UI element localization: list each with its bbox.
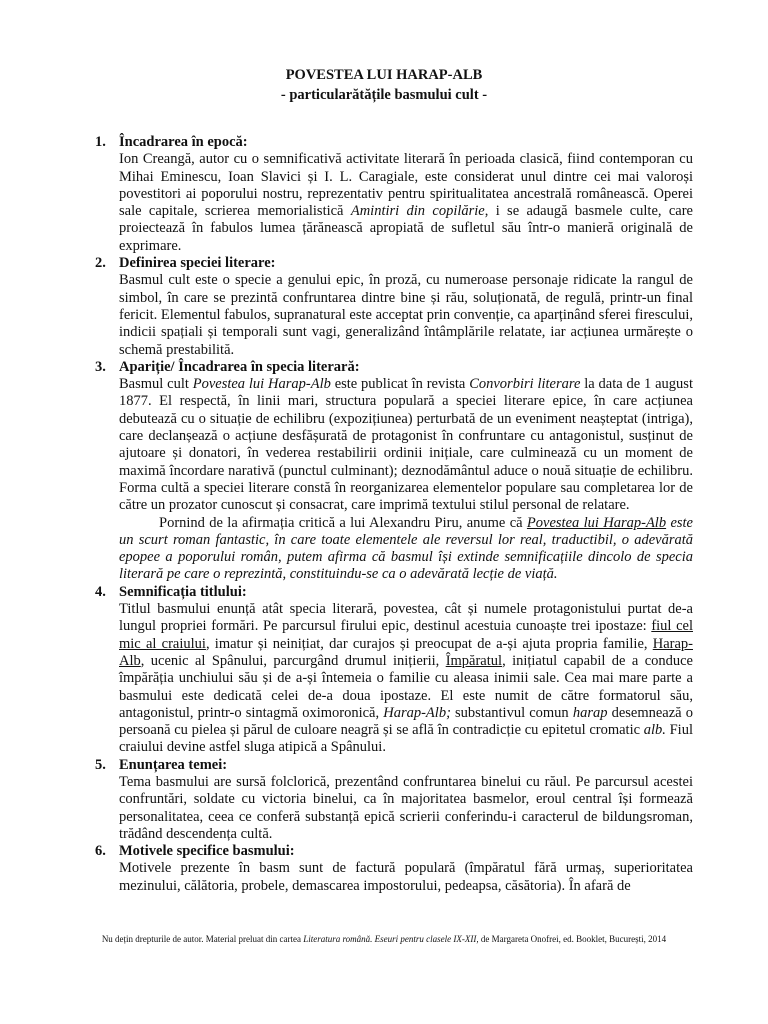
section-3 <box>95 359 693 584</box>
document-subtitle: - particularătățile basmului cult - <box>280 87 488 103</box>
section-paragraph-quote: Pornind de la afirmația critică a lui Alexandru Piru, anume că Povestea lui Harap-Alb este un scurt roman fantastic, în care toate elementele ale reversul lor real, traductibil, o adevărată epopee a poporului român, putem afirma că basmul își extinde semnificațiile dincolo de specia literară pe care o reprezintă, constituindu-se ca o adevărată lecție de viață. <box>119 514 693 583</box>
section-number: 1. <box>95 134 106 150</box>
section-2 <box>95 255 693 359</box>
section-heading: Motivele specifice basmului: <box>119 843 295 860</box>
section-heading: Semnificația titlului: <box>119 583 247 600</box>
section-4 <box>95 584 693 757</box>
section-number: 6. <box>95 843 106 860</box>
section-number: 4. <box>95 583 106 600</box>
section-5 <box>95 757 693 843</box>
section-paragraph: Motivele prezente în basm sunt de factură populară (împăratul fără urmaș, superioritatea mezinului, călătoria, probele, demascarea impostorului, pedeapsa, căsătoria). În afară de <box>119 860 693 894</box>
section-paragraph: Ion Creangă, autor cu o semnificativă activitate literară în perioada clasică, fiind contemporan cu Mihai Eminescu, Ioan Slavici și I. L. Caragiale, este considerat unul dintre cei mai valoroși povestitori ai poporului nostru, reprezentativ pentru spiritualitatea ancestrală românească. Operei sale capitale, scrierea memorialistică Amintiri din copilărie, i se adaugă basmele culte, care proiectează în fabulos lumea țărănească apropiată de sufletul său într-o manieră originală de exprimare. <box>119 151 693 254</box>
page-footer: Nu dețin drepturile de autor. Material preluat din cartea Literatura română. Eseuri pentru clasele IX-XII, de Margareta Onofrei, ed. Booklet, București, 2014 <box>101 934 667 944</box>
section-6 <box>95 843 693 895</box>
section-paragraph: Titlul basmului enunță atât specia literară, povestea, cât și numele protagonistului purtat de-a lungul propriei formări. Pe parcursul firului epic, destinul acestuia cunoaște trei ipostaze: fiul cel mic al craiului, imatur și neinițiat, dar curajos și preocupat de a-și ajuta propria familie, Harap-Alb, ucenic al Spânului, parcurgând drumul inițierii, Împăratul, inițiatul capabil de a conduce împărăția unchiului său și de a-și întemeia o familie cu aleasa inimii sale. Cea mai mare parte a basmului este dedicată celei de-a doua ipostaze. El este numit de către formatorul său, antagonistul, printr-o sintagmă oximoronică, Harap-Alb; substantivul comun harap desemnează o persoană cu pielea și părul de culoare neagră și se află în contradicție cu epitetul cromatic alb. Fiul craiului devine astfel sluga atipică a Spânului. <box>119 601 693 756</box>
section-heading: Enunțarea temei: <box>119 756 228 773</box>
section-heading: Apariție/ Încadrarea în specia literară: <box>119 358 360 375</box>
section-paragraph: Tema basmului are sursă folclorică, prezentând confruntarea binelui cu răul. Pe parcursul acestei confruntări, soldate cu victoria binelui, ca în majoritatea basmelor, eroul central își formează personalitatea, ceea ce conferă substanță epică scrierii conferindu-i caracterul de bildungsroman, trădând descendența cultă. <box>119 773 693 842</box>
section-heading: Încadrarea în epocă: <box>119 134 248 150</box>
section-heading: Definirea speciei literare: <box>119 255 276 272</box>
section-number: 5. <box>95 756 106 773</box>
section-paragraph: Basmul cult Povestea lui Harap-Alb este publicat în revista Convorbiri literare la data de 1 august 1877. El respectă, în linii mari, structura populară a speciei literare epice, în care acțiunea debutează cu o situație de echilibru (expozițiunea) perturbată de un eveniment neașteptat (intriga), care declanșează o acțiune desfășurată de protagonist în confruntare cu antagonistul, susținut de ajutoare și donatori, în vederea restabilirii ordinii inițiale, care culminează cu un moment de maximă încordare narativă (punctul culminant); deznodământul aduce o nouă situație de echilibru. Forma cultă a speciei literare constă în reorganizarea elementelor populare sau completarea lor de către un prozator cunoscut și consacrat, care imprimă textului stilul personal de relatare. <box>119 376 693 514</box>
section-number: 3. <box>95 358 106 375</box>
section-number: 2. <box>95 255 106 272</box>
section-1 <box>95 134 693 255</box>
document-body <box>95 134 693 895</box>
document-title: POVESTEA LUI HARAP-ALB <box>285 67 483 83</box>
section-paragraph: Basmul cult este o specie a genului epic, în proză, cu numeroase personaje ridicate la rangul de simbol, în care se prezintă confruntarea dintre bine și rău, soluționată, de regulă, printr-un final fericit. Elementul fabulos, supranatural este acceptat prin convenție, ca aparținând sferei firescului, indicii spațiali și temporali sunt vagi, generalizând întâmplările relatate, iar acțiunea urmărește o schemă prestabilită. <box>119 272 693 358</box>
